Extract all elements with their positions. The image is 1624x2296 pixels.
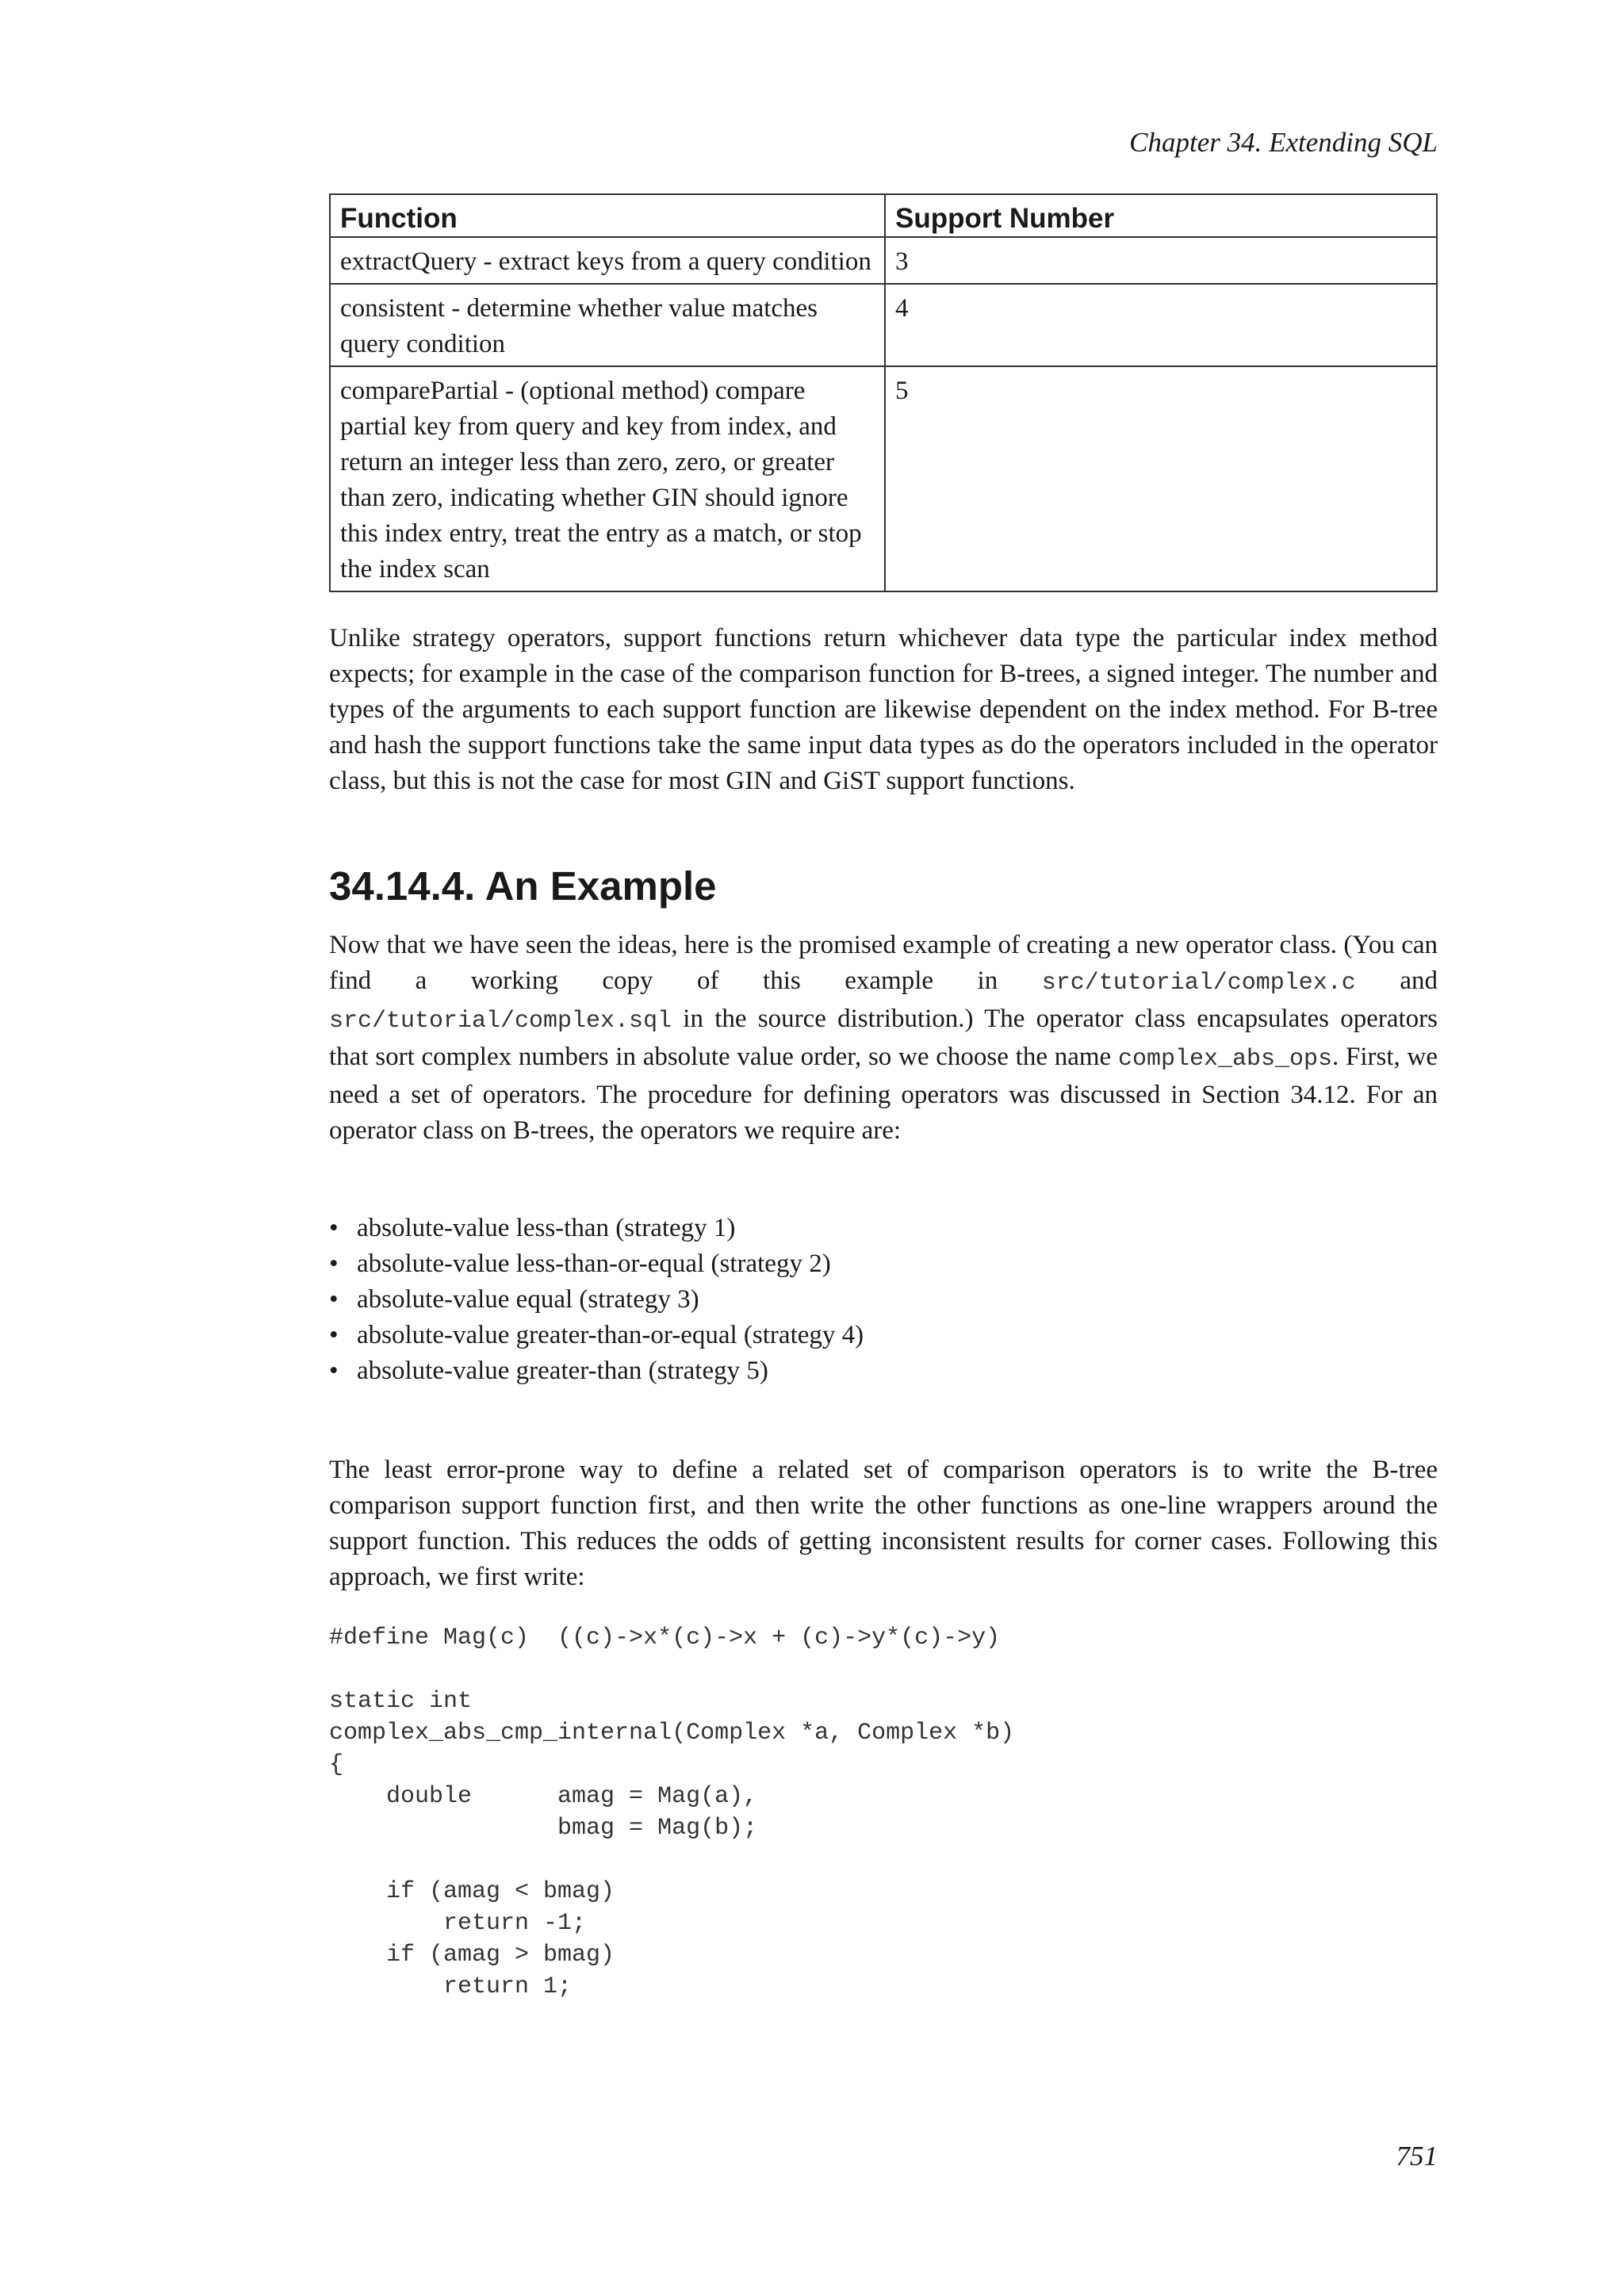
- list-item-text: absolute-value less-than-or-equal (strategy 2): [357, 1249, 831, 1278]
- function-cell: comparePartial - (optional method) compare partial key from query and key from index, and return an integer less than zero, zero, or greater than zero, indicating whether GIN should ignore this index entry, treat the entry as a match, or stop the index scan: [330, 366, 885, 591]
- support-number-cell: 5: [885, 366, 1437, 591]
- list-item-text: absolute-value equal (strategy 3): [357, 1285, 699, 1314]
- bullet-icon: •: [329, 1321, 339, 1349]
- approach-paragraph: The least error-prone way to define a related set of comparison operators is to write the B-tree comparison support function first, and then write the other functions as one-line wrappers around the support function. This reduces the odds of getting inconsistent results for corner cases. Following this approach, we first write:: [329, 1456, 1438, 1591]
- file-path-complex-sql: src/tutorial/complex.sql: [329, 1008, 672, 1035]
- table-row: [330, 366, 1437, 591]
- paragraph-text: . First, we need a set of operators. The procedure for defining operators was discussed in Section 34.12. For an operator class on B-trees, the operators we require are:: [329, 1043, 1438, 1145]
- strategy-list: [329, 1211, 1438, 1389]
- paragraph-text: in the source distribution.) The operator class encapsulates operators that sort complex numbers in absolute value order, so we choose the name: [329, 1004, 1438, 1071]
- table-row: [330, 237, 1437, 284]
- page-content: [329, 193, 1438, 2003]
- support-number-cell: 3: [885, 237, 1437, 284]
- bullet-icon: •: [329, 1249, 339, 1278]
- paragraph-text: and: [1355, 966, 1438, 995]
- function-cell: consistent - determine whether value matches query condition: [330, 284, 885, 366]
- file-path-complex-c: src/tutorial/complex.c: [1041, 970, 1356, 997]
- support-function-table: [329, 193, 1438, 592]
- list-item: [329, 1282, 1438, 1318]
- example-intro-paragraph: [329, 928, 1438, 1149]
- code-listing: #define Mag(c) ((c)->x*(c)->x + (c)->y*(c)->y) static int complex_abs_cmp_internal(Complex *a, Complex *b) { double amag = Mag(a), bmag = Mag(b); if (amag < bmag) return -1; if (amag > bmag) return 1;: [329, 1624, 1015, 2000]
- bullet-icon: •: [329, 1285, 339, 1314]
- list-item-text: absolute-value greater-than (strategy 5): [357, 1357, 768, 1385]
- operator-class-name: complex_abs_ops: [1117, 1046, 1332, 1073]
- list-item-text: absolute-value less-than (strategy 1): [357, 1214, 736, 1242]
- bullet-icon: •: [329, 1357, 339, 1385]
- running-header: Chapter 34. Extending SQL: [1129, 127, 1438, 158]
- section-heading: 34.14.4. An Example: [329, 863, 717, 909]
- support-functions-paragraph: Unlike strategy operators, support functions return whichever data type the particular index method expects; for example in the case of the comparison function for B-trees, a signed integer. The number and types of the arguments to each support function are likewise dependent on the index method. For B-tree and hash the support functions take the same input data types as do the operators included in the operator class, but this is not the case for most GIN and GiST support functions.: [329, 624, 1438, 795]
- support-number-cell: 4: [885, 284, 1437, 366]
- list-item: [329, 1246, 1438, 1282]
- function-cell: extractQuery - extract keys from a query condition: [330, 237, 885, 284]
- column-header-support-number: Support Number: [885, 194, 1437, 237]
- page-number: 751: [1396, 2141, 1438, 2172]
- list-item: [329, 1211, 1438, 1246]
- list-item: [329, 1353, 1438, 1389]
- list-item-text: absolute-value greater-than-or-equal (strategy 4): [357, 1321, 864, 1349]
- list-item: [329, 1318, 1438, 1353]
- bullet-icon: •: [329, 1214, 339, 1242]
- table-row: [330, 284, 1437, 366]
- table-header-row: [330, 194, 1437, 237]
- column-header-function: Function: [330, 194, 885, 237]
- paragraph-text: Now that we have seen the ideas, here is the promised example of creating a new operator class. (You can find a working copy of this example in: [329, 931, 1438, 995]
